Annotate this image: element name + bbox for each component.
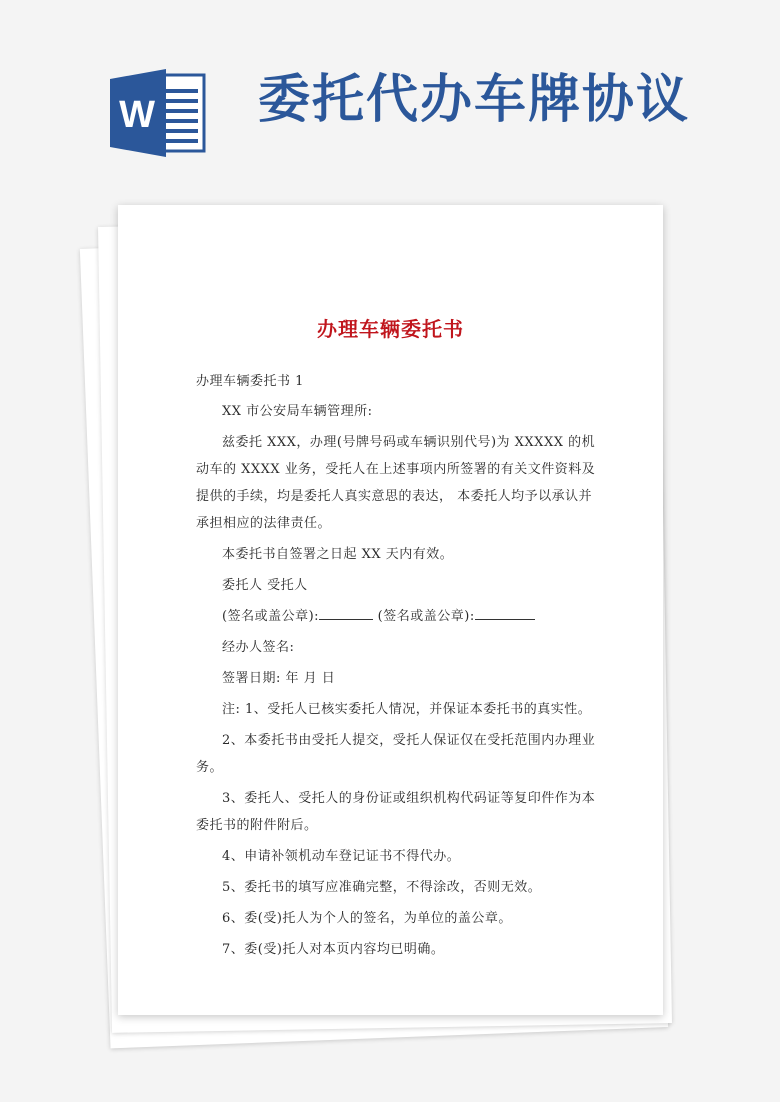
- word-document-icon: [110, 69, 208, 157]
- addressee: XX 市公安局车辆管理所:: [222, 404, 373, 419]
- authorization-paragraph: 兹委托 XXX，办理(号牌号码或车辆识别代号)为 XXXXX 的机动车的 XXXX 业务，受托人在上述事项内所签署的有关文件资料及提供的手续，均是委托人真实意思的表达， 本委托人均予以承认并承担相应的法律责任。: [196, 435, 596, 531]
- header-title: 委托代办车牌协议: [258, 70, 691, 130]
- handler-sign-line: 经办人签名:: [222, 640, 295, 655]
- doc-label: 办理车辆委托书 1: [196, 374, 304, 389]
- note-6: 6、委(受)托人为个人的签名，为单位的盖公章。: [222, 911, 512, 926]
- principal-sign-label: (签名或盖公章):: [222, 609, 320, 624]
- word-icon-letter: W: [119, 94, 155, 136]
- note-7: 7、委(受)托人对本页内容均已明确。: [222, 942, 445, 957]
- note-1: 注: 1、受托人已核实委托人情况，并保证本委托书的真实性。: [222, 702, 592, 717]
- signature-line: [196, 603, 596, 630]
- sign-date-line: 签署日期: 年 月 日: [222, 671, 336, 686]
- principal-sign-blank: [319, 605, 373, 620]
- note-5: 5、委托书的填写应准确完整，不得涂改，否则无效。: [222, 880, 542, 895]
- agent-sign-blank: [475, 605, 535, 620]
- validity-line: 本委托书自签署之日起 XX 天内有效。: [222, 547, 454, 562]
- document-body: [196, 368, 596, 963]
- note-3: 3、委托人、受托人的身份证或组织机构代码证等复印件作为本委托书的附件附后。: [196, 791, 596, 833]
- document-title: 办理车辆委托书: [317, 317, 464, 341]
- agent-sign-label: (签名或盖公章):: [377, 609, 475, 624]
- parties-line: 委托人 受托人: [222, 578, 308, 593]
- note-4: 4、申请补领机动车登记证书不得代办。: [222, 849, 461, 864]
- header: [0, 0, 780, 190]
- note-2: 2、本委托书由受托人提交，受托人保证仅在受托范围内办理业务。: [196, 733, 596, 775]
- document-page: [118, 205, 663, 1015]
